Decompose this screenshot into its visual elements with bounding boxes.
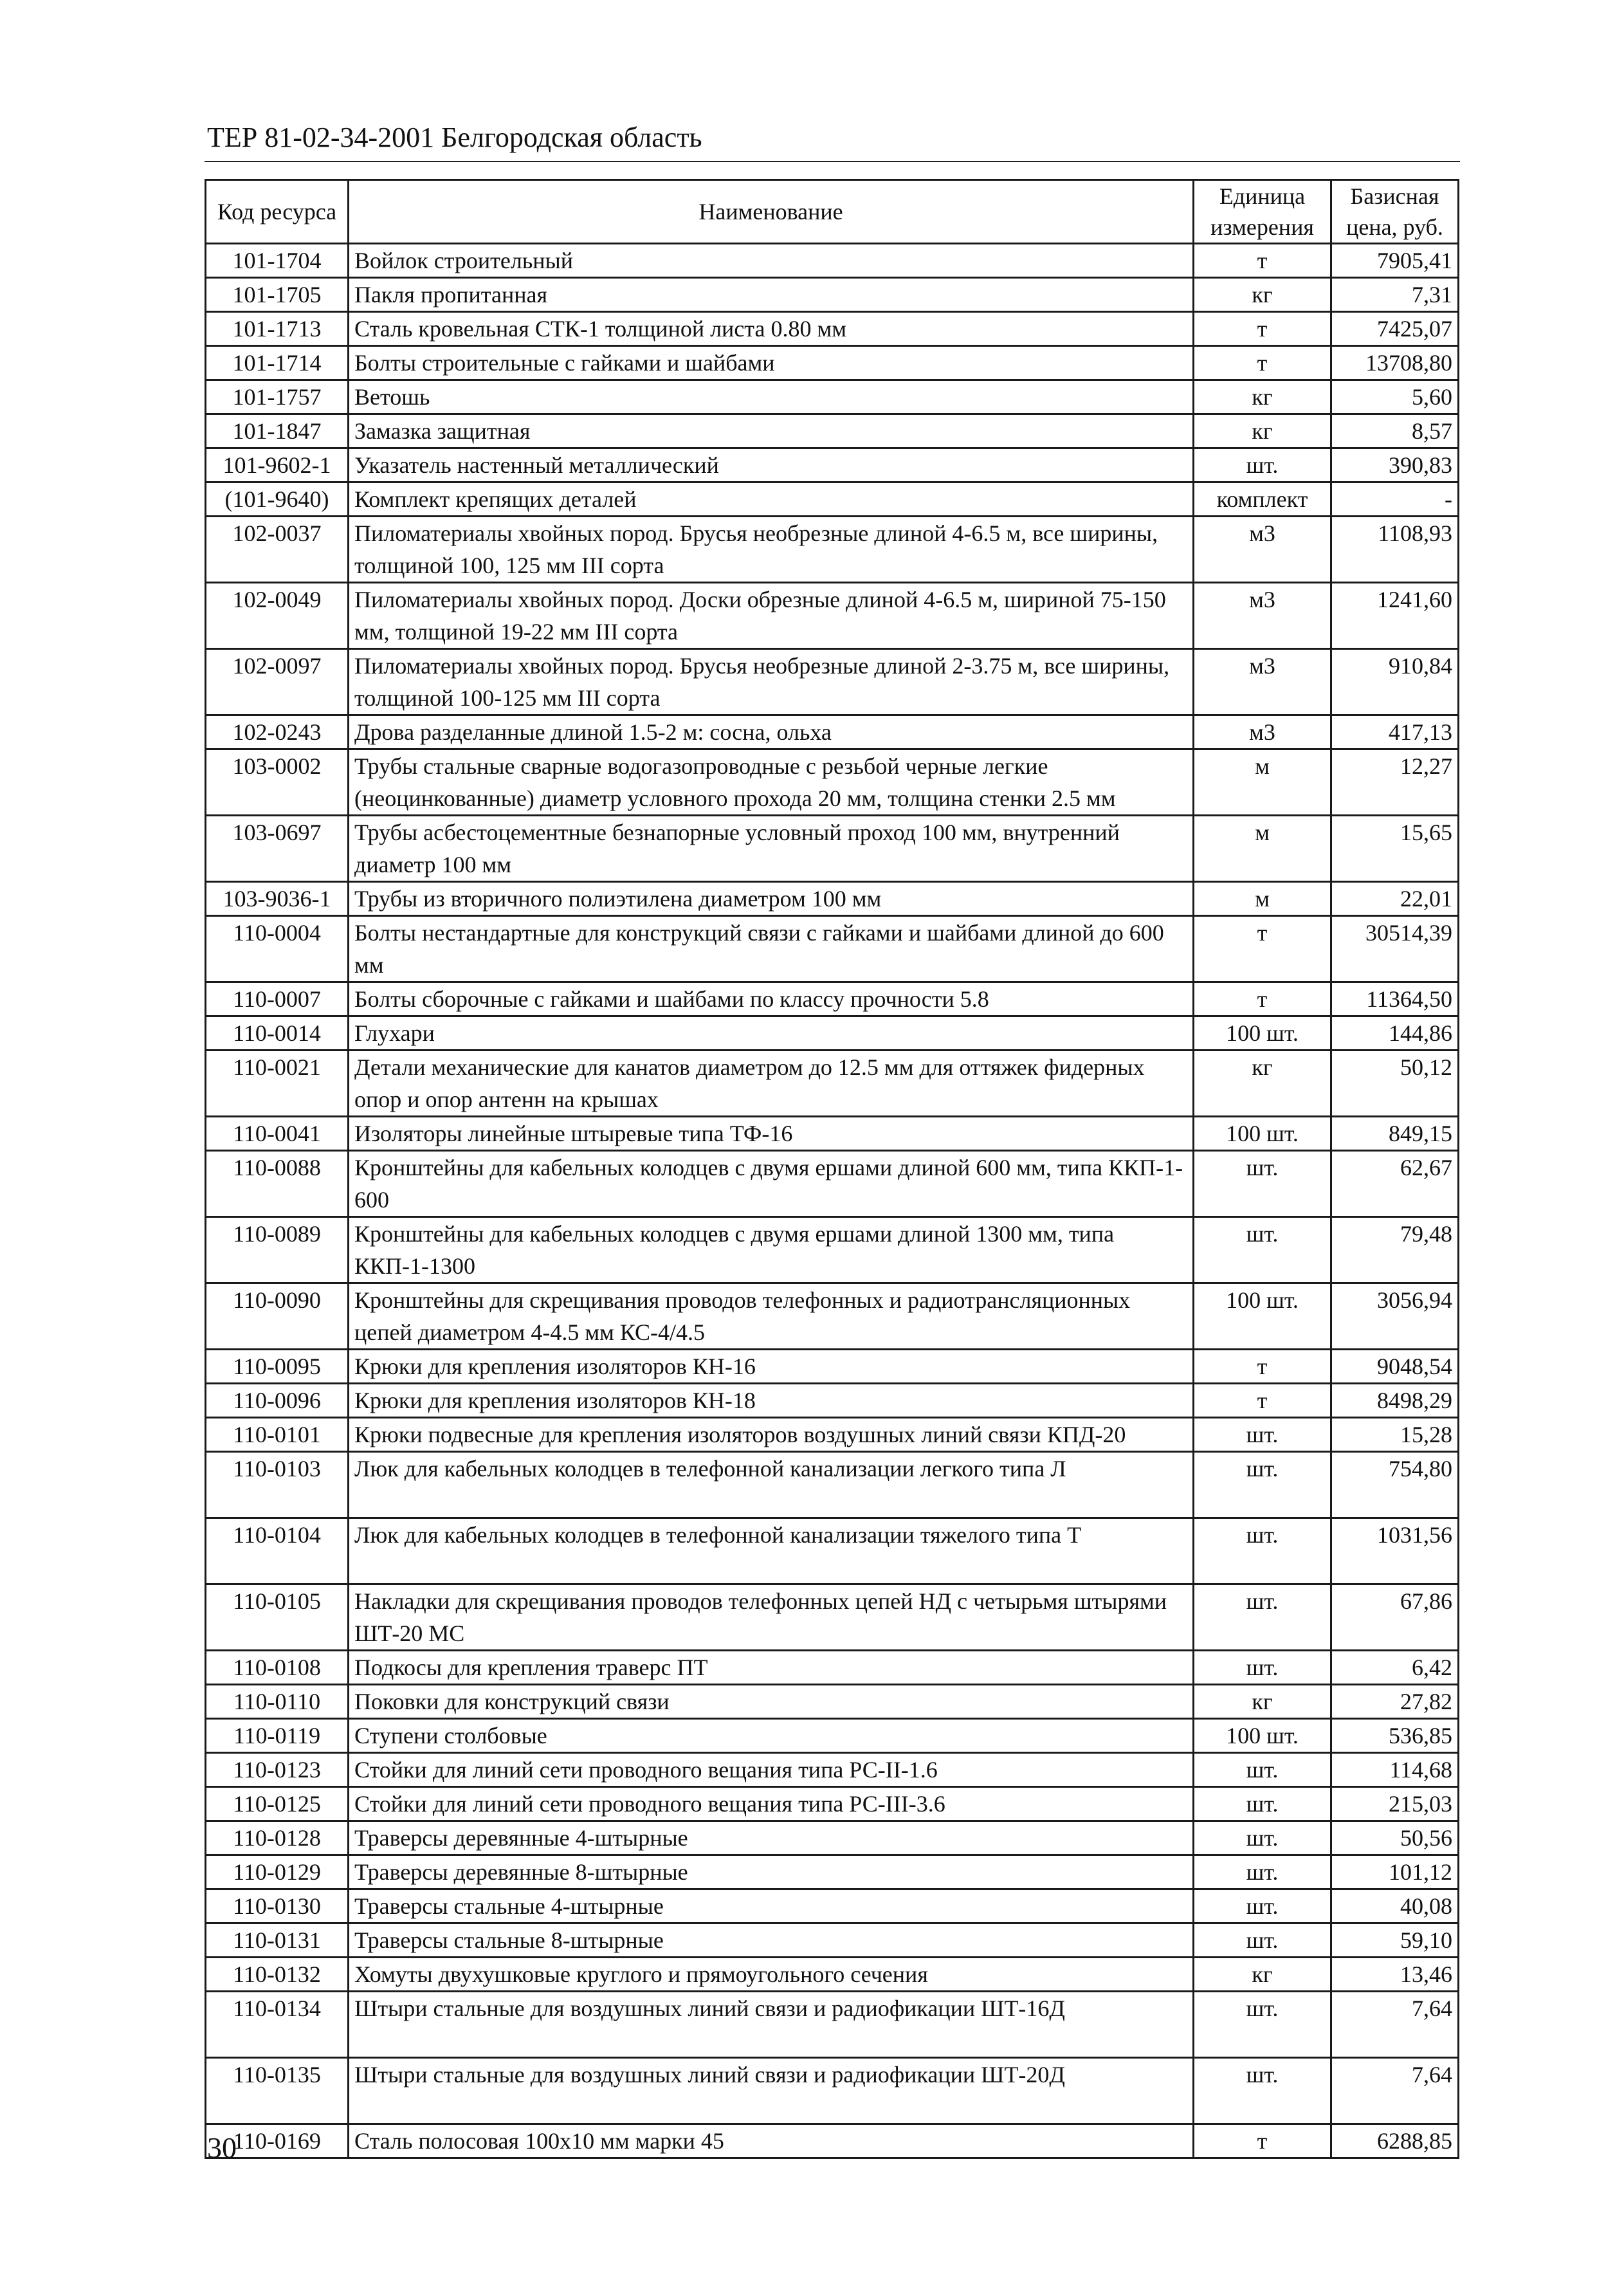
table-body: [206, 244, 1459, 2158]
cell-code: 110-0123: [206, 1753, 349, 1787]
cell-name: Хомуты двухушковые круглого и прямоугольного сечения: [349, 1958, 1194, 1992]
cell-unit: т: [1194, 312, 1331, 346]
cell-unit: шт.: [1194, 1651, 1331, 1685]
cell-price: 7,64: [1331, 2058, 1459, 2124]
cell-unit: м3: [1194, 517, 1331, 583]
cell-price: 6,42: [1331, 1651, 1459, 1685]
cell-name: Болты строительные с гайками и шайбами: [349, 346, 1194, 380]
cell-unit: т: [1194, 982, 1331, 1016]
cell-name: Кронштейны для кабельных колодцев с двумя ершами длиной 600 мм, типа ККП-1-600: [349, 1151, 1194, 1217]
cell-price: 390,83: [1331, 448, 1459, 482]
table-row: [206, 1016, 1459, 1051]
cell-unit: шт.: [1194, 1855, 1331, 1889]
cell-name: Пакля пропитанная: [349, 278, 1194, 312]
table-row: [206, 346, 1459, 380]
cell-code: 110-0110: [206, 1685, 349, 1719]
table-row: [206, 2124, 1459, 2158]
cell-code: 110-0089: [206, 1217, 349, 1283]
cell-code: 110-0131: [206, 1923, 349, 1958]
cell-unit: т: [1194, 1384, 1331, 1418]
cell-name: Траверсы стальные 8-штырные: [349, 1923, 1194, 1958]
cell-code: 110-0129: [206, 1855, 349, 1889]
cell-name: Трубы асбестоцементные безнапорные условный проход 100 мм, внутренний диаметр 100 мм: [349, 816, 1194, 882]
cell-name: Замазка защитная: [349, 414, 1194, 448]
table-row: [206, 312, 1459, 346]
cell-unit: шт.: [1194, 1418, 1331, 1452]
table-row: [206, 1821, 1459, 1855]
cell-unit: комплект: [1194, 482, 1331, 517]
cell-unit: кг: [1194, 1958, 1331, 1992]
cell-price: 50,56: [1331, 1821, 1459, 1855]
cell-code: 101-1847: [206, 414, 349, 448]
table-header-row: [206, 180, 1459, 244]
table-row: [206, 1685, 1459, 1719]
cell-price: -: [1331, 482, 1459, 517]
cell-name: Стойки для линий сети проводного вещания типа РС-II-1.6: [349, 1753, 1194, 1787]
cell-name: Штыри стальные для воздушных линий связи и радиофикации ШТ-16Д: [349, 1992, 1194, 2058]
table-row: [206, 517, 1459, 583]
cell-price: 754,80: [1331, 1452, 1459, 1518]
cell-name: Болты сборочные с гайками и шайбами по классу прочности 5.8: [349, 982, 1194, 1016]
table-row: [206, 715, 1459, 749]
cell-price: 30514,39: [1331, 916, 1459, 982]
table-row: [206, 1283, 1459, 1350]
table-row: [206, 1584, 1459, 1651]
cell-price: 13708,80: [1331, 346, 1459, 380]
cell-name: Люк для кабельных колодцев в телефонной канализации тяжелого типа Т: [349, 1518, 1194, 1584]
cell-price: 15,28: [1331, 1418, 1459, 1452]
cell-name: Крюки подвесные для крепления изоляторов воздушных линий связи КПД-20: [349, 1418, 1194, 1452]
cell-name: Сталь полосовая 100х10 мм марки 45: [349, 2124, 1194, 2158]
cell-unit: м3: [1194, 583, 1331, 649]
cell-name: Пиломатериалы хвойных пород. Брусья необрезные длиной 4-6.5 м, все ширины, толщиной 100, 125 мм III сорта: [349, 517, 1194, 583]
table-row: [206, 649, 1459, 715]
cell-code: 110-0095: [206, 1350, 349, 1384]
table-row: [206, 244, 1459, 278]
cell-name: Указатель настенный металлический: [349, 448, 1194, 482]
cell-unit: кг: [1194, 278, 1331, 312]
cell-name: Крюки для крепления изоляторов КН-16: [349, 1350, 1194, 1384]
cell-code: 101-1704: [206, 244, 349, 278]
table-row: [206, 1958, 1459, 1992]
cell-code: 110-0096: [206, 1384, 349, 1418]
cell-price: 12,27: [1331, 749, 1459, 816]
cell-code: 102-0243: [206, 715, 349, 749]
page-header: ТЕР 81-02-34-2001 Белгородская область: [207, 122, 702, 153]
cell-unit: т: [1194, 916, 1331, 982]
cell-price: 40,08: [1331, 1889, 1459, 1923]
cell-price: 8498,29: [1331, 1384, 1459, 1418]
table-row: [206, 1923, 1459, 1958]
cell-unit: м: [1194, 749, 1331, 816]
cell-price: 9048,54: [1331, 1350, 1459, 1384]
column-header-name: Наименование: [349, 180, 1194, 244]
cell-name: Кронштейны для скрещивания проводов телефонных и радиотрансляционных цепей диаметром 4-4.5 мм КС-4/4.5: [349, 1283, 1194, 1350]
cell-unit: 100 шт.: [1194, 1016, 1331, 1051]
cell-name: Пиломатериалы хвойных пород. Доски обрезные длиной 4-6.5 м, шириной 75-150 мм, толщиной 19-22 мм III сорта: [349, 583, 1194, 649]
table-row: [206, 916, 1459, 982]
table-row: [206, 1855, 1459, 1889]
cell-code: 103-0697: [206, 816, 349, 882]
table-row: [206, 1753, 1459, 1787]
cell-code: 101-1713: [206, 312, 349, 346]
cell-unit: шт.: [1194, 1151, 1331, 1217]
cell-code: 110-0169: [206, 2124, 349, 2158]
cell-name: Накладки для скрещивания проводов телефонных цепей НД с четырьмя штырями ШТ-20 МС: [349, 1584, 1194, 1651]
table-row: [206, 1384, 1459, 1418]
table-row: [206, 1151, 1459, 1217]
cell-name: Подкосы для крепления траверс ПТ: [349, 1651, 1194, 1685]
cell-code: 110-0135: [206, 2058, 349, 2124]
cell-name: Трубы из вторичного полиэтилена диаметром 100 мм: [349, 882, 1194, 916]
cell-code: 110-0101: [206, 1418, 349, 1452]
cell-code: 110-0132: [206, 1958, 349, 1992]
cell-code: 110-0007: [206, 982, 349, 1016]
cell-name: Крюки для крепления изоляторов КН-18: [349, 1384, 1194, 1418]
table-row: [206, 2058, 1459, 2124]
cell-price: 1108,93: [1331, 517, 1459, 583]
cell-price: 849,15: [1331, 1117, 1459, 1151]
cell-code: 110-0004: [206, 916, 349, 982]
column-header-price: Базисная цена, руб.: [1331, 180, 1459, 244]
cell-price: 79,48: [1331, 1217, 1459, 1283]
cell-price: 1031,56: [1331, 1518, 1459, 1584]
cell-price: 8,57: [1331, 414, 1459, 448]
cell-code: 110-0090: [206, 1283, 349, 1350]
cell-price: 144,86: [1331, 1016, 1459, 1051]
table-row: [206, 1452, 1459, 1518]
cell-code: 110-0088: [206, 1151, 349, 1217]
cell-unit: шт.: [1194, 1217, 1331, 1283]
table-row: [206, 380, 1459, 414]
cell-code: 101-9602-1: [206, 448, 349, 482]
cell-code: 102-0049: [206, 583, 349, 649]
table-row: [206, 1117, 1459, 1151]
cell-unit: м: [1194, 882, 1331, 916]
cell-code: 110-0104: [206, 1518, 349, 1584]
cell-price: 101,12: [1331, 1855, 1459, 1889]
cell-unit: шт.: [1194, 1992, 1331, 2058]
cell-unit: м: [1194, 816, 1331, 882]
cell-code: 101-1705: [206, 278, 349, 312]
column-header-code: Код ресурса: [206, 180, 349, 244]
cell-unit: шт.: [1194, 1923, 1331, 1958]
cell-unit: т: [1194, 346, 1331, 380]
cell-price: 7905,41: [1331, 244, 1459, 278]
table-row: [206, 882, 1459, 916]
cell-price: 27,82: [1331, 1685, 1459, 1719]
cell-unit: шт.: [1194, 1753, 1331, 1787]
cell-code: 103-9036-1: [206, 882, 349, 916]
cell-price: 3056,94: [1331, 1283, 1459, 1350]
cell-name: Ветошь: [349, 380, 1194, 414]
cell-unit: шт.: [1194, 1584, 1331, 1651]
cell-code: 101-1714: [206, 346, 349, 380]
cell-name: Болты нестандартные для конструкций связи с гайками и шайбами длиной до 600 мм: [349, 916, 1194, 982]
cell-code: 110-0134: [206, 1992, 349, 2058]
table-row: [206, 1992, 1459, 2058]
cell-name: Трубы стальные сварные водогазопроводные с резьбой черные легкие (неоцинкованные) диаметр условного прохода 20 мм, толщина стенки 2.5 мм: [349, 749, 1194, 816]
table-row: [206, 278, 1459, 312]
cell-name: Детали механические для канатов диаметром до 12.5 мм для оттяжек фидерных опор и опор антенн на крышах: [349, 1051, 1194, 1117]
cell-price: 7,31: [1331, 278, 1459, 312]
cell-unit: шт.: [1194, 2058, 1331, 2124]
cell-unit: кг: [1194, 414, 1331, 448]
cell-code: 110-0105: [206, 1584, 349, 1651]
cell-name: Траверсы деревянные 4-штырные: [349, 1821, 1194, 1855]
header-rule: [205, 161, 1460, 162]
cell-name: Поковки для конструкций связи: [349, 1685, 1194, 1719]
resource-price-table: [205, 179, 1459, 2159]
cell-price: 22,01: [1331, 882, 1459, 916]
cell-name: Траверсы деревянные 8-штырные: [349, 1855, 1194, 1889]
cell-code: 110-0130: [206, 1889, 349, 1923]
cell-price: 11364,50: [1331, 982, 1459, 1016]
cell-price: 215,03: [1331, 1787, 1459, 1821]
cell-unit: т: [1194, 244, 1331, 278]
cell-name: Пиломатериалы хвойных пород. Брусья необрезные длиной 2-3.75 м, все ширины, толщиной 100-125 мм III сорта: [349, 649, 1194, 715]
cell-price: 6288,85: [1331, 2124, 1459, 2158]
table-row: [206, 482, 1459, 517]
cell-code: 103-0002: [206, 749, 349, 816]
cell-code: 102-0097: [206, 649, 349, 715]
cell-unit: шт.: [1194, 1518, 1331, 1584]
cell-name: Дрова разделанные длиной 1.5-2 м: сосна, ольха: [349, 715, 1194, 749]
cell-name: Комплект крепящих деталей: [349, 482, 1194, 517]
cell-code: 110-0041: [206, 1117, 349, 1151]
cell-price: 50,12: [1331, 1051, 1459, 1117]
cell-name: Ступени столбовые: [349, 1719, 1194, 1753]
cell-unit: 100 шт.: [1194, 1283, 1331, 1350]
cell-name: Стойки для линий сети проводного вещания типа РС-III-3.6: [349, 1787, 1194, 1821]
cell-price: 7,64: [1331, 1992, 1459, 2058]
cell-code: 110-0014: [206, 1016, 349, 1051]
cell-code: 110-0103: [206, 1452, 349, 1518]
cell-price: 5,60: [1331, 380, 1459, 414]
cell-unit: 100 шт.: [1194, 1117, 1331, 1151]
cell-code: 102-0037: [206, 517, 349, 583]
cell-unit: 100 шт.: [1194, 1719, 1331, 1753]
table-row: [206, 448, 1459, 482]
cell-price: 114,68: [1331, 1753, 1459, 1787]
cell-unit: м3: [1194, 649, 1331, 715]
cell-code: 110-0108: [206, 1651, 349, 1685]
cell-price: 59,10: [1331, 1923, 1459, 1958]
cell-code: (101-9640): [206, 482, 349, 517]
cell-price: 7425,07: [1331, 312, 1459, 346]
cell-price: 13,46: [1331, 1958, 1459, 1992]
cell-code: 110-0021: [206, 1051, 349, 1117]
cell-unit: шт.: [1194, 1889, 1331, 1923]
cell-code: 110-0128: [206, 1821, 349, 1855]
cell-name: Войлок строительный: [349, 244, 1194, 278]
cell-unit: кг: [1194, 1685, 1331, 1719]
cell-name: Штыри стальные для воздушных линий связи и радиофикации ШТ-20Д: [349, 2058, 1194, 2124]
cell-unit: кг: [1194, 1051, 1331, 1117]
table-row: [206, 1889, 1459, 1923]
table-row: [206, 1217, 1459, 1283]
table-row: [206, 1051, 1459, 1117]
cell-name: Люк для кабельных колодцев в телефонной канализации легкого типа Л: [349, 1452, 1194, 1518]
cell-price: 67,86: [1331, 1584, 1459, 1651]
cell-name: Изоляторы линейные штыревые типа ТФ-16: [349, 1117, 1194, 1151]
cell-price: 417,13: [1331, 715, 1459, 749]
cell-price: 62,67: [1331, 1151, 1459, 1217]
cell-price: 15,65: [1331, 816, 1459, 882]
table-row: [206, 1651, 1459, 1685]
cell-unit: кг: [1194, 380, 1331, 414]
cell-unit: т: [1194, 1350, 1331, 1384]
table-row: [206, 1418, 1459, 1452]
cell-unit: шт.: [1194, 1452, 1331, 1518]
cell-unit: шт.: [1194, 448, 1331, 482]
cell-code: 110-0119: [206, 1719, 349, 1753]
cell-unit: м3: [1194, 715, 1331, 749]
cell-name: Кронштейны для кабельных колодцев с двумя ершами длиной 1300 мм, типа ККП-1-1300: [349, 1217, 1194, 1283]
table-row: [206, 982, 1459, 1016]
table-row: [206, 749, 1459, 816]
cell-code: 110-0125: [206, 1787, 349, 1821]
table-row: [206, 414, 1459, 448]
cell-price: 536,85: [1331, 1719, 1459, 1753]
cell-name: Сталь кровельная СТК-1 толщиной листа 0.80 мм: [349, 312, 1194, 346]
cell-price: 910,84: [1331, 649, 1459, 715]
cell-unit: т: [1194, 2124, 1331, 2158]
table-row: [206, 1719, 1459, 1753]
cell-name: Траверсы стальные 4-штырные: [349, 1889, 1194, 1923]
table-row: [206, 1350, 1459, 1384]
cell-unit: шт.: [1194, 1821, 1331, 1855]
cell-unit: шт.: [1194, 1787, 1331, 1821]
cell-price: 1241,60: [1331, 583, 1459, 649]
page-number: 30: [207, 2131, 237, 2164]
table-row: [206, 1518, 1459, 1584]
cell-code: 101-1757: [206, 380, 349, 414]
column-header-unit: Единица измерения: [1194, 180, 1331, 244]
table-row: [206, 816, 1459, 882]
table-row: [206, 1787, 1459, 1821]
table-row: [206, 583, 1459, 649]
cell-name: Глухари: [349, 1016, 1194, 1051]
